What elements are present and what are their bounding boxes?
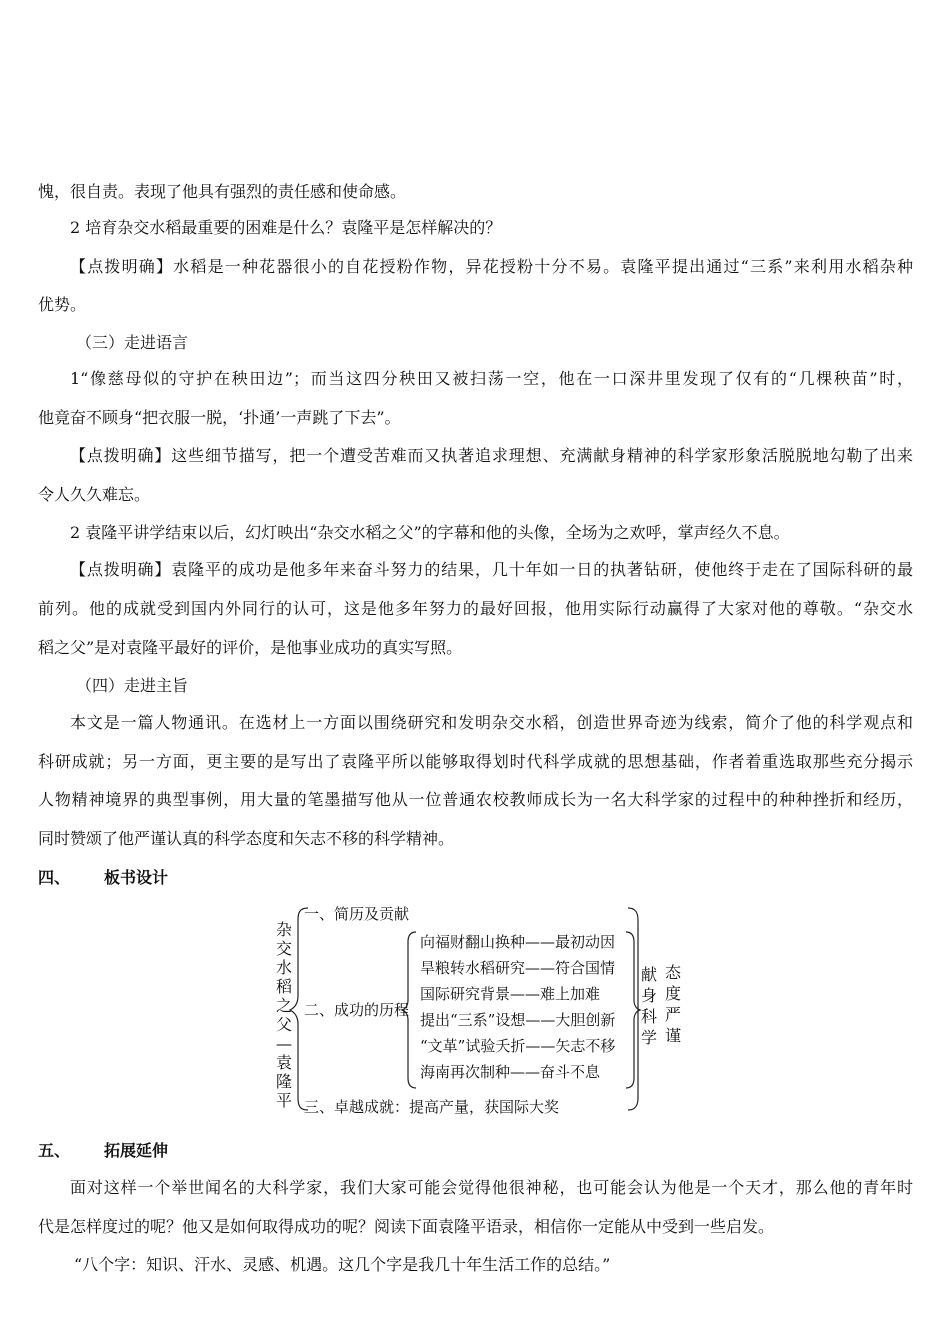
title-char: 平 <box>275 1091 292 1110</box>
quote-text: “八个字：知识、汗水、灵感、机遇。这几个字是我几十年生活工作的总结。” <box>74 1255 611 1274</box>
answer-text: 优势。 <box>38 295 87 314</box>
title-char: 稻 <box>275 977 292 996</box>
col-char: 身 <box>640 986 657 1005</box>
paragraph-text: 面对这样一个举世闻名的大科学家，我们大家可能会觉得他很神秘，也可能会认为他是一个天才，那么他的青年时 <box>70 1178 913 1197</box>
col-char: 度 <box>664 984 681 1003</box>
section-heading-5 <box>38 1140 168 1162</box>
paragraph-text: 人物精神境界的典型事例，用大量的笔墨描写他从一位普通农校教师成长为一名大科学家的过程中的种种挫折和经历， <box>38 790 913 809</box>
process-item: “文革”试验夭折——矢志不移 <box>420 1037 616 1055</box>
col-char: 谨 <box>664 1026 681 1045</box>
board-item-2: 二、成功的历程 <box>304 1001 410 1019</box>
heading-title: 拓展延伸 <box>104 1141 169 1160</box>
title-char: 隆 <box>275 1072 292 1091</box>
title-char: 交 <box>275 939 292 958</box>
col-char: 严 <box>664 1005 681 1024</box>
process-item: 国际研究背景——难上加难 <box>420 985 601 1003</box>
paragraph-text: 愧，很自责。表现了他具有强烈的责任感和使命感。 <box>38 182 407 201</box>
heading-number: 五、 <box>38 1141 71 1160</box>
col-char: 献 <box>640 965 657 984</box>
title-char: 父 <box>275 1015 292 1034</box>
section-title: （三）走进语言 <box>76 333 189 352</box>
question-text: 1“像慈母似的守护在秧田边”；而当这四分秧田又被扫荡一空，他在一口深井里发现了仅有的“几棵秧苗”时， <box>70 369 913 388</box>
answer-text: 【点拨明确】袁隆平的成功是他多年来奋斗努力的结果，几十年如一日的执著钻研，使他终于走在了国际科研的最 <box>70 560 913 579</box>
question-text: 2 袁隆平讲学结束以后，幻灯映出“杂交水稻之父”的字幕和他的头像，全场为之欢呼，掌声经久不息。 <box>70 523 790 542</box>
title-char: — <box>276 1034 292 1053</box>
answer-text: 【点拨明确】这些细节描写，把一个遭受苦难而又执著追求理想、充满献身精神的科学家形象活脱脱地勾勒了出来 <box>70 446 913 465</box>
answer-text: 前列。他的成就受到国内外同行的认可，这是他多年努力的最好回报，他用实际行动赢得了大家对他的尊敬。“杂交水 <box>38 599 913 618</box>
paragraph-text: 科研成就；另一方面，更主要的是写出了袁隆平所以能够取得划时代科学成就的思想基础，作者着重选取那些充分揭示 <box>38 752 913 771</box>
col-char: 科 <box>640 1007 657 1026</box>
board-item-3: 三、卓越成就：提高产量，获国际大奖 <box>304 1098 560 1116</box>
question-text: 2 培育杂交水稻最重要的困难是什么？袁隆平是怎样解决的？ <box>70 218 502 237</box>
board-right-col-1 <box>640 964 658 1048</box>
col-char: 学 <box>640 1028 657 1047</box>
question-text: 他竟奋不顾身“把衣服一脱，‘扑通’一声跳了下去”。 <box>38 408 401 427</box>
board-main-title <box>275 920 293 1110</box>
process-item: 提出“三系”设想——大胆创新 <box>420 1011 616 1029</box>
paragraph-text: 代是怎样度过的呢？他又是如何取得成功的呢？阅读下面袁隆平语录，相信你一定能从中受到一些启发。 <box>38 1217 775 1236</box>
answer-text: 稻之父”是对袁隆平最好的评价，是他事业成功的真实写照。 <box>38 638 463 657</box>
board-right-col-2 <box>664 962 682 1046</box>
title-char: 水 <box>275 958 292 977</box>
heading-number: 四、 <box>38 868 71 887</box>
answer-text: 令人久久难忘。 <box>38 485 151 504</box>
board-item-1: 一、简历及贡献 <box>304 905 410 923</box>
answer-text: 【点拨明确】水稻是一种花器很小的自花授粉作物，异花授粉十分不易。袁隆平提出通过“三系”来利用水稻杂种 <box>70 257 913 276</box>
process-item: 海南再次制种——奋斗不息 <box>420 1063 601 1081</box>
title-char: 袁 <box>275 1053 292 1072</box>
title-char: 杂 <box>275 920 292 939</box>
process-item: 向福财翻山换种——最初动因 <box>420 933 616 951</box>
section-title: （四）走进主旨 <box>76 676 189 695</box>
col-char: 态 <box>664 963 681 982</box>
paragraph-text: 同时赞颂了他严谨认真的科学态度和矢志不移的科学精神。 <box>38 829 455 848</box>
section-heading-4 <box>38 867 168 889</box>
process-item: 旱粮转水稻研究——符合国情 <box>420 959 616 977</box>
title-char: 之 <box>275 996 292 1015</box>
board-design-diagram <box>270 900 690 1120</box>
paragraph-text: 本文是一篇人物通讯。在选材上一方面以围绕研究和发明杂交水稻，创造世界奇迹为线索，简介了他的科学观点和 <box>70 713 913 732</box>
heading-title: 板书设计 <box>104 868 169 887</box>
